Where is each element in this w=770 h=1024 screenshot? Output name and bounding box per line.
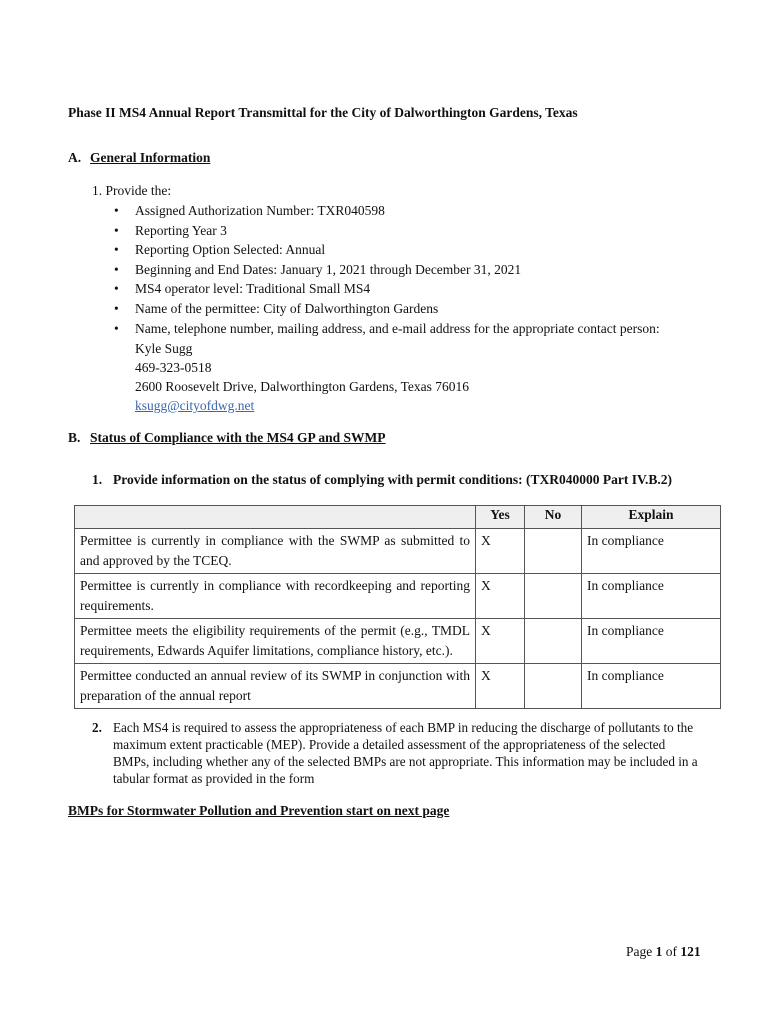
question-2-number: 2. (92, 720, 102, 735)
question-1-text: Provide information on the status of complying with permit conditions: (TXR040000 Part IV.B.2) (113, 472, 672, 487)
question-1 (92, 472, 672, 488)
table-row (75, 619, 721, 664)
yes-cell: X (476, 529, 525, 574)
bullet-icon: • (114, 203, 119, 218)
header-explain: Explain (582, 506, 721, 529)
contact-name: Kyle Sugg (135, 341, 193, 356)
list-item: • Beginning and End Dates: January 1, 2021 through December 31, 2021 (110, 260, 660, 280)
table-row (75, 529, 721, 574)
current-page: 1 (655, 944, 663, 959)
bullet-icon: • (114, 281, 119, 297)
bullet-icon: • (114, 242, 119, 258)
no-cell (525, 619, 582, 664)
section-b-heading (68, 430, 386, 446)
bullet-icon: • (114, 320, 119, 336)
section-a-title: General Information (90, 150, 211, 165)
bullet-icon: • (114, 300, 119, 316)
explain-cell: In compliance (582, 574, 721, 619)
yes-cell: X (476, 619, 525, 664)
requirement-cell: Permittee is currently in compliance with recordkeeping and reporting requirements. (75, 574, 476, 619)
contact-address: 2600 Roosevelt Drive, Dalworthington Gardens, Texas 76016 (135, 379, 469, 394)
question-2-text: Each MS4 is required to assess the appropriateness of each BMP in reducing the discharge of pollutants to the maximum extent practicable (MEP). Provide a detailed assessment of the appropriateness of the selected BMPs, including whether any of the selected BMPs are not appropriate. This information may be included in a tabular format as provided in the form (113, 720, 698, 786)
list-item: • Reporting Year 3 (110, 221, 660, 241)
compliance-table (74, 505, 721, 709)
page-number: Page 1 of 121 (626, 944, 701, 959)
table-row (75, 574, 721, 619)
contact-email-link[interactable]: ksugg@cityofdwg.net (135, 398, 255, 413)
section-b-title: Status of Compliance with the MS4 GP and SWMP (90, 430, 386, 445)
provide-intro: 1. Provide the: (92, 183, 172, 198)
contact-phone: 469-323-0518 (135, 360, 212, 375)
total-pages: 121 (680, 944, 701, 959)
bullet-icon: • (114, 222, 119, 238)
header-yes: Yes (476, 506, 525, 529)
question-2 (92, 719, 704, 787)
list-item: • Name, telephone number, mailing address, and e-mail address for the appropriate contact person: (110, 319, 660, 339)
yes-cell: X (476, 664, 525, 709)
explain-cell: In compliance (582, 619, 721, 664)
no-cell (525, 529, 582, 574)
question-1-number: 1. (92, 472, 103, 487)
section-a-heading (68, 150, 210, 166)
table-row (75, 664, 721, 709)
list-item: • MS4 operator level: Traditional Small MS4 (110, 279, 660, 299)
list-item: • Assigned Authorization Number: TXR040598 (110, 201, 660, 221)
document-title: Phase II MS4 Annual Report Transmittal for the City of Dalworthington Gardens, Texas (68, 105, 578, 120)
no-cell (525, 574, 582, 619)
requirement-cell: Permittee meets the eligibility requirements of the permit (e.g., TMDL requirements, Edwards Aquifer limitations, compliance history, etc.). (75, 619, 476, 664)
header-requirement (75, 506, 476, 529)
contact-block (135, 339, 469, 415)
no-cell (525, 664, 582, 709)
yes-cell: X (476, 574, 525, 619)
general-info-list (110, 201, 660, 338)
requirement-cell: Permittee conducted an annual review of its SWMP in conjunction with preparation of the annual report (75, 664, 476, 709)
list-item: • Reporting Option Selected: Annual (110, 240, 660, 260)
explain-cell: In compliance (582, 664, 721, 709)
list-item: • Name of the permittee: City of Dalworthington Gardens (110, 299, 660, 319)
bullet-icon: • (114, 261, 119, 277)
requirement-cell: Permittee is currently in compliance with the SWMP as submitted to and approved by the TCEQ. (75, 529, 476, 574)
header-no: No (525, 506, 582, 529)
bmp-next-page-note: BMPs for Stormwater Pollution and Prevention start on next page (68, 803, 450, 818)
section-b-letter: B. (68, 430, 81, 445)
explain-cell: In compliance (582, 529, 721, 574)
section-a-letter: A. (68, 150, 82, 165)
table-header-row (75, 506, 721, 529)
